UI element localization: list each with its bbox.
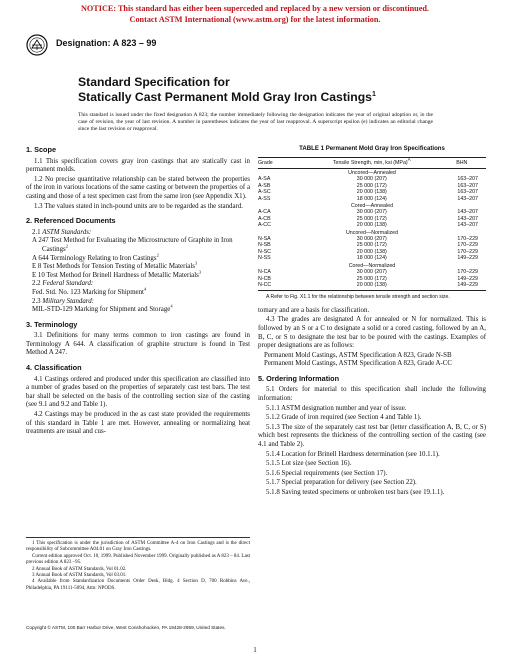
reference-a644: A 644 Terminology Relating to Iron Castings$^2$	[32, 252, 159, 262]
section-heading-classification: 4. Classification	[26, 363, 82, 373]
cell-bhn: 170–229	[457, 236, 478, 243]
table-group-row	[258, 262, 486, 269]
paragraph-1-3: 1.3 The values stated in inch-pound units are to be regarded as the standard.	[34, 202, 244, 210]
cell-tensile: 30 000 (207)	[356, 209, 387, 216]
section-heading-terminology: 3. Terminology	[26, 319, 78, 329]
group-label: Uncored—Normalized	[345, 229, 399, 236]
ordering-list-item: 5.1.4 Location for Brinell Hardness determination (see 10.1.1).	[266, 450, 440, 458]
cell-tensile: 30 000 (207)	[356, 236, 387, 243]
left-column	[26, 146, 250, 438]
cell-tensile: 25 000 (172)	[356, 182, 387, 189]
cell-bhn: 149–229	[457, 255, 478, 262]
ordering-list-item: 5.1.2 Grade of iron required (see Section 4 and Table 1).	[266, 414, 422, 422]
footnotes	[26, 537, 250, 592]
table-footnote: A Refer to Fig. X1.1 for the relationship between tensile strength and section size.	[266, 294, 450, 301]
reference-a247: A 247 Test Method for Evaluating the Microstructure of Graphite in Iron Castings$^2$	[32, 237, 233, 253]
cell-tensile: 20 000 (138)	[306, 282, 438, 291]
footnote: 1 This specification is under the jurisdiction of ASTM Committee A-4 on Iron Castings and is the direct responsibility of Subcommittee A04.01 on Gray Iron Castings.	[26, 541, 250, 553]
title-line-2: Statically Cast Permanent Mold Gray Iron Castings$^1$	[78, 90, 376, 104]
table-header-row	[258, 157, 486, 168]
ordering-list-item: 5.1.1 ASTM designation number and year of issue.	[266, 404, 407, 412]
cell-grade: N-SA	[258, 236, 271, 243]
footnote: 3 Annual Book of ASTM Standards, Vol 03.01.	[32, 573, 127, 579]
table-row	[258, 282, 486, 291]
reference-e8: E 8 Test Methods for Tension Testing of Metallic Materials$^3$	[32, 260, 198, 271]
cell-tensile: 25 000 (172)	[356, 215, 387, 222]
paragraph-1-1: 1.1 This specification covers gray iron castings that are statically cast in permanent molds.	[26, 157, 250, 174]
header-tensile: Tensile Strength, min, ksi (MPa)$^A$	[306, 157, 438, 168]
reference-fed-std: Fed. Std. No. 123 Marking for Shipment$^4$	[32, 286, 147, 296]
footnote: Current edition approved Oct. 10, 1999. Published November 1999. Originally published as A 823 – 84. Last previous edition A 823 –95.	[26, 553, 250, 566]
cell-grade: A-CC	[258, 222, 271, 229]
cell-tensile: 20 000 (138)	[356, 189, 387, 196]
group-label: Cored—Normalized	[348, 262, 396, 269]
paragraph-4-2: 4.2 Castings may be produced in the as cast state provided the requirements of this standard in Table 1 are met. However, annealing or normalizing heat treatments are usual and cus-	[26, 411, 250, 436]
ordering-list-item: 5.1.7 Special preparation for delivery (see Section 22).	[266, 479, 417, 487]
specifications-table	[258, 157, 486, 292]
paragraph-1-2: 1.2 No precise quantitative relationship can be stated between the properties of the iron in various locations of the same casting or between the properties of a casting and those of a test specimen cast from the same iron (see Appendix X1).	[26, 175, 250, 200]
document-title	[78, 75, 376, 105]
cell-bhn: 143–207	[457, 209, 478, 216]
designation: Designation: A 823 – 99	[56, 38, 157, 48]
cell-bhn: 143–207	[457, 222, 478, 229]
federal-standard-label: 2.2 Federal Standard:	[32, 280, 94, 288]
header-bhn: BHN	[438, 157, 486, 168]
reference-mil-std: MIL-STD-129 Marking for Shipment and Storage$^4$	[32, 303, 173, 314]
group-label: Uncored—Annealed	[348, 170, 396, 176]
group-label: Cored—Annealed	[350, 203, 394, 210]
cell-grade: A-CB	[258, 215, 271, 222]
designation-example-2: Permanent Mold Castings, ASTM Specification A 823, Grade A-CC	[264, 360, 452, 368]
cell-bhn: 170–229	[457, 248, 478, 255]
copyright-line: Copyright © ASTM, 100 Barr Harbor Drive, West Conshohocken, PA 19428-2959, United States.	[26, 625, 226, 630]
section-heading-ordering: 5. Ordering Information	[258, 373, 340, 383]
table-1-title: TABLE 1 Permanent Mold Gray Iron Specifications	[299, 145, 445, 152]
cell-bhn: 143–207	[457, 215, 478, 222]
cell-grade: N-SS	[258, 255, 271, 262]
cell-grade: A-CA	[258, 209, 271, 216]
cell-tensile: 25 000 (172)	[356, 242, 387, 249]
reference-e10: E 10 Test Method for Brinell Hardness of Metallic Materials$^3$	[32, 269, 202, 279]
cell-tensile: 30 000 (207)	[356, 176, 387, 183]
title-line-1: Standard Specification for	[78, 75, 230, 89]
table-group-row	[258, 229, 486, 236]
cell-bhn: 143–207	[457, 195, 478, 202]
cell-bhn: 163–207	[457, 189, 478, 196]
military-standard-label: 2.3 Military Standard:	[32, 297, 94, 305]
notice-line-1: NOTICE: This standard has either been superceded and replaced by a new version or discontinued.	[81, 4, 429, 13]
supersede-notice	[0, 4, 510, 25]
cell-bhn: 149–229	[438, 282, 486, 291]
cell-bhn: 170–229	[457, 269, 478, 276]
table-body	[258, 169, 486, 291]
table-group-row	[258, 169, 486, 177]
footnote: 4 Available from Standardization Documents Order Desk, Bldg. 4 Section D, 700 Robbins Ave., Philadelphia, PA 19111-5094, Attn: NPODS.	[26, 579, 250, 591]
cell-bhn: 170–229	[457, 242, 478, 249]
cell-tensile: 18 000 (124)	[356, 255, 387, 262]
footnote: 2 Annual Book of ASTM Standards, Vol 01.02.	[32, 566, 127, 572]
section-heading-references: 2. Referenced Documents	[26, 216, 116, 226]
cell-bhn: 163–207	[457, 182, 478, 189]
astm-standards-label: 2.1 ASTM Standards:	[32, 228, 92, 236]
cell-grade: A-SS	[258, 195, 271, 202]
cell-grade: N-SC	[258, 248, 271, 255]
ordering-list-item: 5.1.5 Lot size (see Section 16).	[266, 460, 352, 468]
right-column	[258, 145, 486, 499]
paragraph-5-1: 5.1 Orders for material to this specification shall include the following information:	[258, 386, 486, 403]
table-group-row	[258, 202, 486, 209]
issuance-note: This standard is issued under the fixed designation A 823; the number immediately following the designation indicates the year of original adoption or, in the case of revision, the year of last revision. A number in parentheses indicates the year of last reapproval. A superscript epsilon (e) indicates an editorial change since the last revision or reapproval.	[78, 112, 433, 133]
cell-grade: N-CA	[258, 269, 271, 276]
cell-grade: N-SB	[258, 242, 271, 249]
cell-tensile: 20 000 (138)	[356, 248, 387, 255]
ordering-list	[258, 405, 486, 498]
notice-line-2: Contact ASTM International (www.astm.org) for the latest information.	[129, 14, 381, 24]
paragraph-4-2-continued: tomary and are a basis for classification.	[258, 306, 370, 314]
cell-tensile: 18 000 (124)	[356, 195, 387, 202]
ordering-list-item: 5.1.3 The size of the separately cast test bar (letter classification A, B, C, or S) which best represents the thickness of the controlling section of the casting (see 4.1 and Table 2).	[258, 423, 486, 449]
paragraph-3-1: 3.1 Definitions for many terms common to iron castings are found in Terminology A 644. A classification of graphite structure is found in Test Method A 247.	[26, 332, 250, 357]
ordering-list-item: 5.1.6 Special requirements (see Section 17).	[266, 469, 388, 477]
page-number: 1	[253, 646, 257, 654]
cell-grade: A-SC	[258, 189, 271, 196]
cell-tensile: 20 000 (138)	[356, 222, 387, 229]
cell-tensile: 25 000 (172)	[356, 275, 387, 282]
designation-example-1: Permanent Mold Castings, ASTM Specification A 823, Grade N-SB	[264, 351, 452, 359]
cell-tensile: 30 000 (207)	[356, 269, 387, 276]
header-grade: Grade	[258, 157, 306, 168]
cell-grade: N-CB	[258, 275, 271, 282]
astm-logo-icon	[26, 34, 48, 56]
cell-bhn: 149–229	[457, 275, 478, 282]
ordering-list-item: 5.1.8 Saving tested specimens or unbroken test bars (see 19.1.1).	[266, 489, 445, 496]
cell-grade: A-SA	[258, 176, 271, 183]
paragraph-4-3: 4.3 The grades are designated A for annealed or N for normalized. This is followed by an S or a C to designate a solid or a cored casting, followed by an A, B, C, or S to designate the test bar to be poured with the castings. Examples of proper designations are as follows:	[258, 316, 486, 350]
section-heading-scope: 1. Scope	[26, 145, 57, 154]
paragraph-4-1: 4.1 Castings ordered and produced under this specification are classified into a number of grades based on the properties of separately cast test bars. The test bar shall be selected on the basis of the controlling section size of the casting (see 9.1 and 9.2 and Table 1).	[26, 375, 250, 409]
cell-grade: A-SB	[258, 182, 271, 189]
cell-bhn: 163–207	[457, 176, 478, 183]
cell-grade: N-CC	[258, 282, 306, 291]
